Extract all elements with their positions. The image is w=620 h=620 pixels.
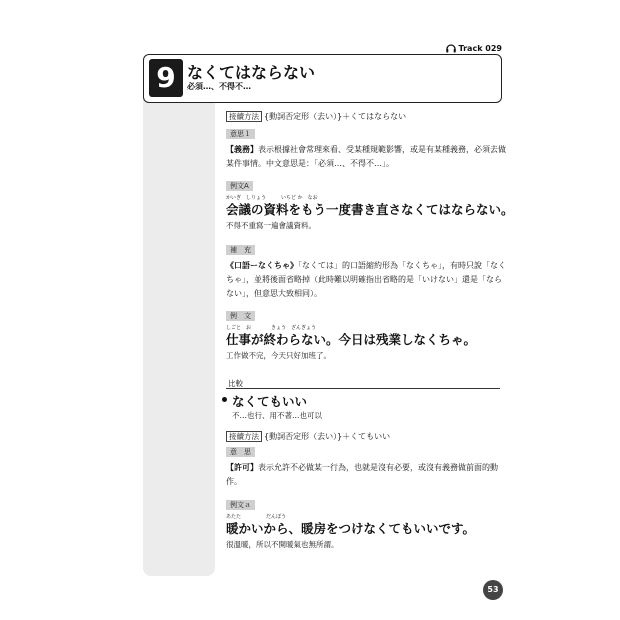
section-number: 9 <box>149 59 183 97</box>
headphone-icon <box>446 44 456 53</box>
compare-example-translation: 很溫暖，所以不開暖氣也無所謂。 <box>226 540 339 549</box>
track-indicator <box>446 44 502 53</box>
compare-title: なくてもいい <box>232 394 308 409</box>
supplement-paragraph <box>226 259 506 301</box>
meaning-tag: 意思１ <box>226 129 255 139</box>
example-a-tag: 例文A <box>226 181 253 191</box>
compare-divider <box>226 388 500 389</box>
compare-label: 比較 <box>228 379 243 388</box>
supplement-heading: 《口語ーなくちゃ》 <box>226 261 298 270</box>
compare-meaning-heading: 【許可】 <box>226 463 258 472</box>
bullet-icon <box>222 397 227 402</box>
section-title: なくてはならない <box>187 63 316 82</box>
compare-meaning-paragraph <box>226 461 506 489</box>
example-ruby: しごと お きょう ざんぎょう <box>226 325 317 331</box>
compare-connection-label: 接續方法 <box>226 431 262 442</box>
compare-example-tag: 例文ａ <box>226 500 255 510</box>
supplement-text: 「なくては」的口語縮約形為「なくちゃ」，有時只說「なくちゃ」，並將後面省略掉（此時難以明確指出省略的是「いけない」還是「ならない」，但意思大致相同）。 <box>226 261 506 298</box>
track-label: Track 029 <box>458 44 502 53</box>
page-number: 53 <box>483 580 503 600</box>
compare-subtitle: 不…也行、用不著…也可以 <box>232 411 322 420</box>
example-a-ruby: かいぎ しりょう いちど か なお <box>226 195 318 201</box>
example-a-sentence: 会議の資料をもう一度書き直さなくてはならない。 <box>226 202 514 217</box>
connection-row <box>226 111 406 122</box>
meaning-paragraph <box>226 143 506 171</box>
compare-example-ruby: あたた だんぼう <box>226 514 287 520</box>
connection-label: 接續方法 <box>226 111 262 122</box>
compare-example-sentence: 暖かいから、暖房をつけなくてもいいです。 <box>226 521 476 536</box>
connection-text: {動詞否定形（去い）}＋くてはならない <box>264 112 407 121</box>
section-subtitle: 必須…、不得不… <box>187 82 251 91</box>
compare-connection-text: {動詞否定形（去い）}＋くてもいい <box>264 432 391 441</box>
meaning-heading: 【義務】 <box>226 145 258 154</box>
example-a-translation: 不得不重寫一遍會議資料。 <box>226 221 316 230</box>
sidebar-band <box>143 70 215 576</box>
compare-meaning-text: 表示允許不必做某一行為，也就是沒有必要，或沒有義務做前面的動作。 <box>226 463 498 486</box>
compare-meaning-tag: 意 思 <box>226 447 255 457</box>
example-sentence: 仕事が終わらない。今日は残業しなくちゃ。 <box>226 332 477 347</box>
example-translation: 工作做不完，今天只好加班了。 <box>226 351 331 360</box>
example-tag: 例 文 <box>226 311 255 321</box>
compare-connection-row <box>226 431 390 442</box>
meaning-text: 表示根據社會常理來看、受某種規範影響，或是有某種義務，必須去做某件事情。中文意思是：「必須…、不得不…」。 <box>226 145 506 168</box>
supplement-tag: 補 充 <box>226 245 255 255</box>
